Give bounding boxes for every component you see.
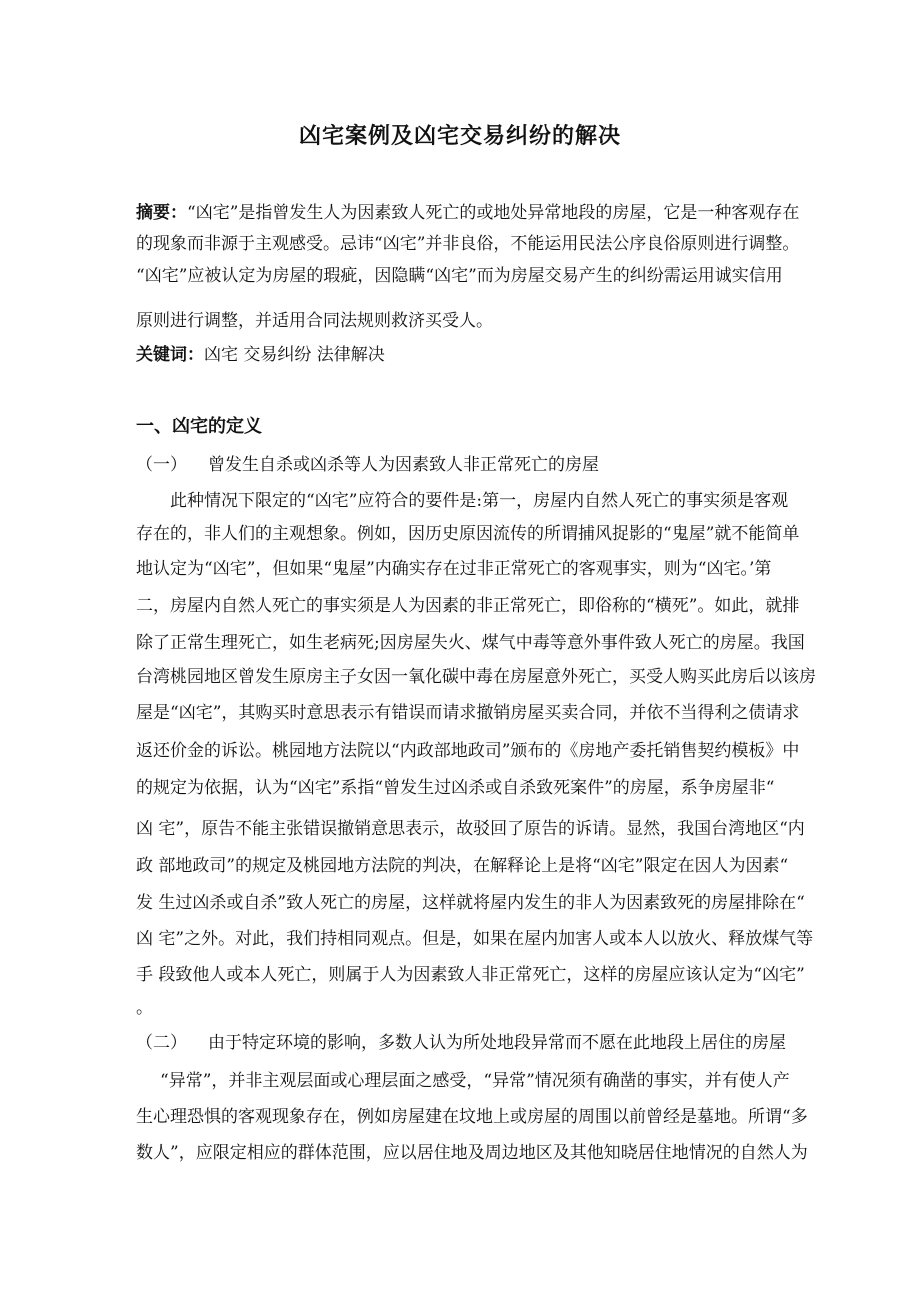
paragraph-1-line-8: 返还价金的诉讼。桃园地方法院以“内政部地政司”颁布的《房地产委托销售契约模板》中 <box>136 741 800 761</box>
subsection-2-title: 由于特定环境的影响，多数人认为所处地段异常而不愿在此地段上居住的房屋 <box>208 1033 786 1053</box>
paragraph-1-line-5: 除了正常生理死亡，如生老病死;因房屋失火、煤气中毒等意外事件致人死亡的房屋。我国 <box>136 633 805 653</box>
paragraph-1-line-2: 存在的，非人们的主观想象。例如，因历史原因流传的所谓捕风捉影的“鬼屋”就不能简单 <box>136 524 800 544</box>
keywords-label: 关键词： <box>136 345 204 365</box>
paragraph-2-line-2: 生心理恐惧的客观现象存在，例如房屋建在坟地上或房屋的周围以前曾经是墓地。所谓“多 <box>136 1107 808 1127</box>
paragraph-1-line-13: 凶 宅”之外。对此，我们持相同观点。但是，如果在屋内加害人或本人以放火、释放煤气等 <box>136 929 814 949</box>
paragraph-1-line-4: 二，房屋内自然人死亡的事实须是人为因素的非正常死亡，即俗称的“横死”。如此，就排 <box>136 596 800 616</box>
subsection-1-heading <box>136 454 599 476</box>
keywords-line <box>136 344 385 366</box>
abstract-label: 摘要： <box>136 203 187 223</box>
paragraph-2-line-3: 数人”，应限定相应的群体范围，应以居住地及周边地区及其他知晓居住地情况的自然人为 <box>136 1143 808 1163</box>
paragraph-1-line-12: 发 生过凶杀或自杀”致人死亡的房屋，这样就将屋内发生的非人为因素致死的房屋排除在“ <box>136 893 805 913</box>
paragraph-1-line-9: 的规定为依据，认为“凶宅”系指“曾发生过凶杀或自杀致死案件”的房屋，系争房屋非“ <box>136 778 775 798</box>
paragraph-1-line-6: 台湾桃园地区曾发生原房主子女因一氧化碳中毒在房屋意外死亡，买受人购买此房后以该房 <box>136 667 816 687</box>
abstract-text: “凶宅”是指曾发生人为因素致人死亡的或地处异常地段的房屋，它是一种客观存在 <box>187 203 800 223</box>
paragraph-1-line-11: 政 部地政司”的规定及桃园地方法院的判决，在解释论上是将“凶宅”限定在因人为因素“ <box>136 856 789 876</box>
paragraph-1-line-15: 。 <box>136 998 153 1018</box>
abstract-line-1 <box>136 202 799 224</box>
subsection-1-title: 曾发生自杀或凶杀等人为因素致人非正常死亡的房屋 <box>208 455 599 475</box>
abstract-line-2: 的现象而非源于主观感受。忌讳“凶宅”并非良俗，不能运用民法公序良俗原则进行调整。 <box>136 234 800 254</box>
abstract-line-4: 原则进行调整，并适用合同法规则救济买受人。 <box>136 311 493 331</box>
paragraph-1-line-10: 凶 宅”，原告不能主张错误撤销意思表示，故驳回了原告的诉请。显然，我国台湾地区“内 <box>136 819 805 839</box>
subsection-2-number: （二） <box>136 1033 187 1053</box>
keywords-text: 凶宅 交易纠纷 法律解决 <box>204 345 385 365</box>
paragraph-1-line-7: 屋是“凶宅”，其购买时意思表示有错误而请求撤销房屋买卖合同，并依不当得利之债请求 <box>136 703 800 723</box>
paragraph-2-line-1: “异常”，并非主观层面或心理层面之感受，“异常”情况须有确凿的事实，并有使人产 <box>160 1071 790 1091</box>
subsection-1-number: （一） <box>136 455 187 475</box>
section-heading: 一、凶宅的定义 <box>136 416 262 437</box>
paragraph-1-line-14: 手 段致他人或本人死亡，则属于人为因素致人非正常死亡，这样的房屋应该认定为“凶宅” <box>136 965 805 985</box>
paragraph-1-line-3: 地认定为“凶宅”，但如果“鬼屋”内确实存在过非正常死亡的客观事实，则为“凶宅。’第 <box>136 559 772 579</box>
subsection-2-heading <box>136 1032 786 1054</box>
paragraph-1-line-1: 此种情况下限定的“凶宅”应符合的要件是:第一，房屋内自然人死亡的事实须是客观 <box>170 491 789 511</box>
document-title: 凶宅案例及凶宅交易纠纷的解决 <box>298 124 621 149</box>
abstract-line-3: “凶宅”应被认定为房屋的瑕疵，因隐瞒“凶宅”而为房屋交易产生的纠纷需运用诚实信用 <box>136 266 783 286</box>
